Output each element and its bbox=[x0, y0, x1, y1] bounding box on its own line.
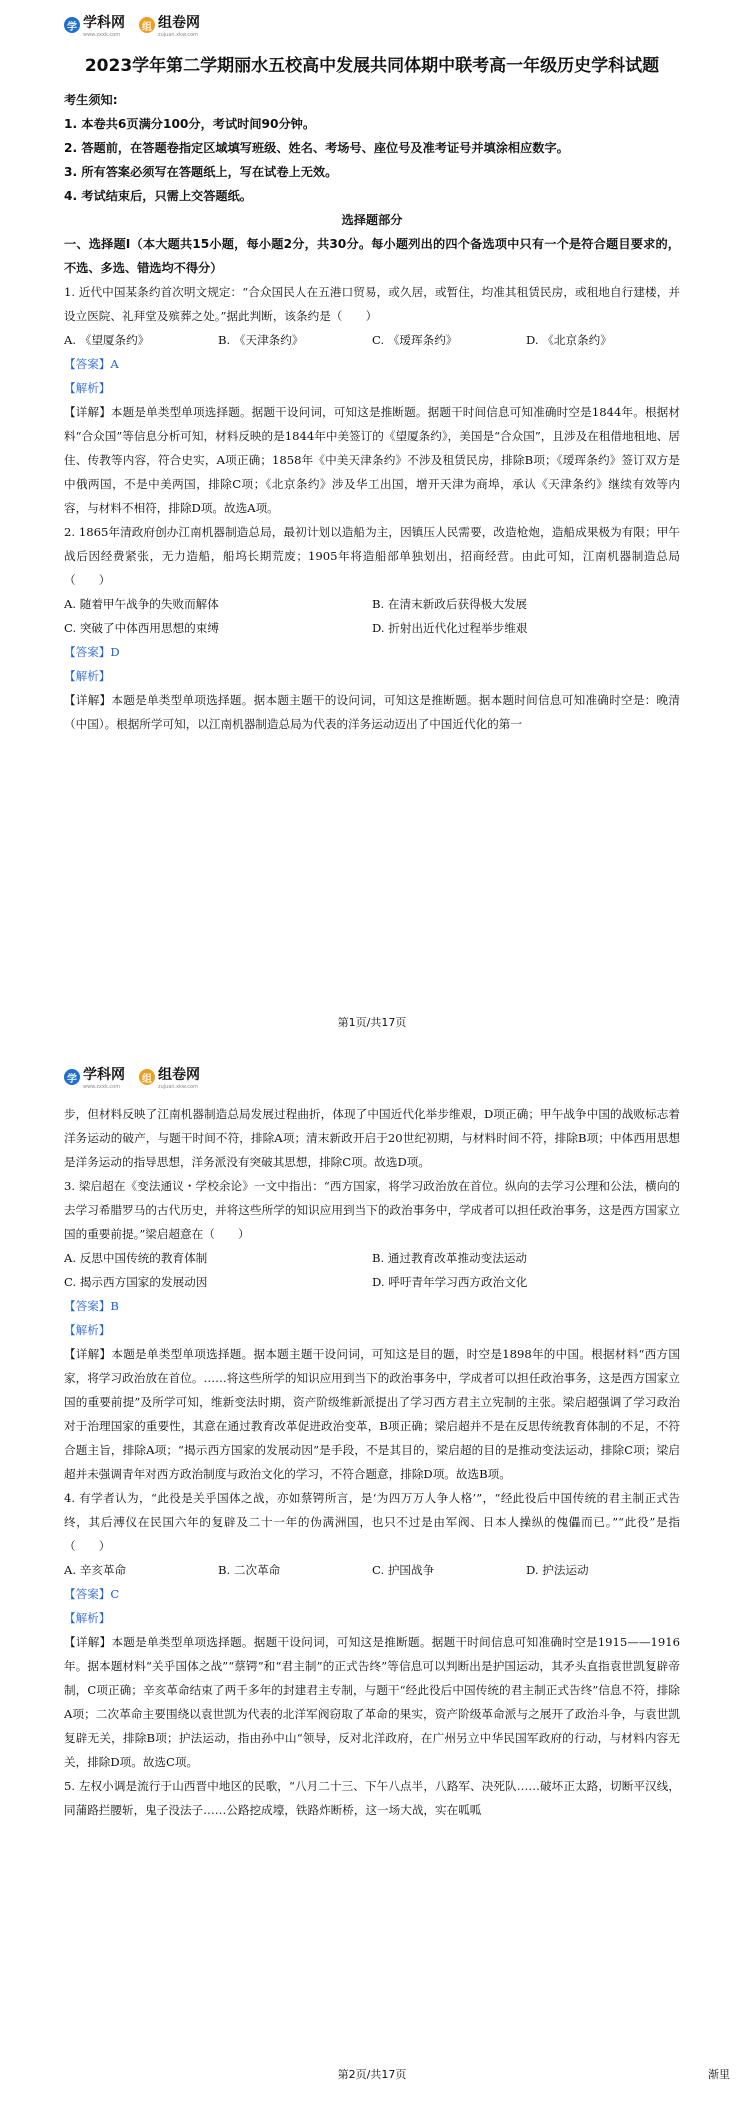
option: A. 随着甲午战争的失败而解体 bbox=[64, 597, 219, 611]
answer-label: 【答案】D bbox=[64, 645, 120, 659]
question-4-detail: 【详解】本题是单类型单项选择题。据题干设问词，可知这是推断题。据题干时间信息可知准确时空是1915——1916年。据本题材料“关乎国体之战”“蔡锷”和“君主制”的正式告终”等信息可以判断出是护国运动，其矛头直指袁世凯复辟帝制，C项正确；辛亥革命结束了两千多年的封建君主专制，与题干“经此役后中国传统的君主制正式告终”信息不符，排除A项；二次革命主要围绕以袁世凯为代表的北洋军阀窃取了革命的果实，资产阶级革命派与之展开了政治斗争，与袁世凯复辟无关，排除B项；护法运动，指由孙中山“领导，反对北洋政府，在广州另立中华民国军政府的行动，与材料内容无关，排除D项。故选C项。 bbox=[64, 1635, 680, 1769]
analysis-label: 【解析】 bbox=[64, 381, 111, 395]
question-3-options bbox=[64, 1246, 680, 1294]
zujuan-logo-icon: 组 bbox=[139, 1069, 155, 1085]
option: D. 折射出近代化过程举步维艰 bbox=[372, 621, 528, 635]
part1-heading: 一、选择题Ⅰ（本大题共15小题，每小题2分，共30分。每小题列出的四个备选项中只有一个是符合题目要求的，不选、多选、错选均不得分） bbox=[64, 237, 680, 275]
option: B. 在清末新政后获得极大发展 bbox=[372, 597, 528, 611]
page-2 bbox=[0, 1052, 744, 2104]
option: C. 揭示西方国家的发展动因 bbox=[64, 1275, 208, 1289]
corner-mark: 渐里 bbox=[708, 2068, 730, 2081]
notice-item: 4. 考试结束后，只需上交答题纸。 bbox=[64, 189, 252, 203]
zujuan-logo: 组 组卷网 zujuan.xkw.com bbox=[139, 12, 200, 38]
notice-item: 2. 答题前，在答题卷指定区域填写班级、姓名、考场号、座位号及准考证号并填涂相应数字。 bbox=[64, 141, 569, 155]
option: B. 通过教育改革推动变法运动 bbox=[372, 1251, 528, 1265]
question-1-detail: 【详解】本题是单类型单项选择题。据题干设问词，可知这是推断题。据题干时间信息可知准确时空是1844年。根据材料“合众国”等信息分析可知，材料反映的是1844年中美签订的《望厦条约》，美国是“合众国”，且涉及在租借地租地、居住、传教等内容，符合史实，A项正确；1858年《中美天津条约》不涉及租赁民房，排除B项；《瑷珲条约》签订双方是中俄两国，不是中美两国，排除C项；《北京条约》涉及华工出国，增开天津为商埠，承认《天津条约》继续有效等内容，与材料不相符，排除D项。故选A项。 bbox=[64, 405, 680, 515]
question-2-detail-continued: 步，但材料反映了江南机器制造总局发展过程曲折，体现了中国近代化举步维艰，D项正确；甲午战争中国的战败标志着洋务运动的破产，与题干时间不符，排除A项；清末新政开启于20世纪初期，与材料时间不符，排除B项；中体西用思想是洋务运动的指导思想，洋务派没有突破其思想，排除C项。故选D项。 bbox=[64, 1107, 680, 1169]
header-logos bbox=[64, 1064, 200, 1090]
answer-label: 【答案】B bbox=[64, 1299, 119, 1313]
page-footer: 第1页/共17页 bbox=[337, 1016, 407, 1029]
header-logos bbox=[64, 12, 200, 38]
question-3-detail: 【详解】本题是单类型单项选择题。据本题主题干设问词，可知这是目的题，时空是1898年的中国。根据材料“西方国家，将学习政治放在首位。……将这些所学的知识应用到当下的政治事务中，学成者可以担任政治事务，这是西方国家立国的重要前提”及所学可知，维新变法时期，资产阶级维新派提出了学习西方君主立宪制的主张。梁启超强调了学习政治对于治理国家的重要性，其意在通过教育改革促进政治变革，B项正确；梁启超并不是在反思传统教育体制的不足，不符合题主旨，排除A项；“揭示西方国家的发展动因”是手段，不是其目的，梁启超的目的是推动变法运动，排除C项；梁启超并未强调青年对西方政治制度与政治文化的学习，不符合题意，排除D项。故选B项。 bbox=[64, 1347, 680, 1481]
xueke-logo-icon: 学 bbox=[64, 1069, 80, 1085]
xueke-logo: 学 学科网 www.zxxk.com bbox=[64, 1064, 125, 1090]
option: C. 突破了中体西用思想的束缚 bbox=[64, 621, 219, 635]
option: A. 反思中国传统的教育体制 bbox=[64, 1251, 208, 1265]
zujuan-logo: 组 组卷网 zujuan.xkw.com bbox=[139, 1064, 200, 1090]
option: D. 护法运动 bbox=[526, 1563, 589, 1577]
question-4-options bbox=[64, 1558, 680, 1582]
question-4-stem: 4. 有学者认为，“此役是关乎国体之战，亦如蔡锷所言，是‘为四万万人争人格’”，“经此役后中国传统的君主制正式告终，其后溥仪在民国六年的复辟及二十一年的伪满洲国，也只不过是由军阀、日本人操纵的傀儡而已。”“此役”是指（ ） bbox=[64, 1491, 680, 1553]
section-title: 选择题部分 bbox=[341, 213, 403, 227]
notice-heading: 考生须知: bbox=[64, 93, 118, 107]
exam-title: 2023学年第二学期丽水五校高中发展共同体期中联考高一年级历史学科试题 bbox=[84, 56, 660, 76]
option: C. 《瑷珲条约》 bbox=[372, 333, 458, 347]
zujuan-logo-icon: 组 bbox=[139, 17, 155, 33]
analysis-label: 【解析】 bbox=[64, 1323, 111, 1337]
option: D. 呼吁青年学习西方政治文化 bbox=[372, 1275, 528, 1289]
option: A. 《望厦条约》 bbox=[64, 333, 150, 347]
xueke-logo-icon: 学 bbox=[64, 17, 80, 33]
notice-item: 3. 所有答案必须写在答题纸上，写在试卷上无效。 bbox=[64, 165, 338, 179]
xueke-logo: 学 学科网 www.zxxk.com bbox=[64, 12, 125, 38]
notice-item: 1. 本卷共6页满分100分，考试时间90分钟。 bbox=[64, 117, 316, 131]
option: A. 辛亥革命 bbox=[64, 1563, 127, 1577]
option: B. 《天津条约》 bbox=[218, 333, 304, 347]
question-3-stem: 3. 梁启超在《变法通议・学校余论》一文中指出：“西方国家，将学习政治放在首位。纵向的去学习公理和公法，横向的去学习希腊罗马的古代历史，并将这些所学的知识应用到当下的政治事务中，学成者可以担任政治事务，这是西方国家立国的重要前提。”梁启超意在（ ） bbox=[64, 1179, 680, 1241]
option: B. 二次革命 bbox=[218, 1563, 281, 1577]
question-2-stem: 2. 1865年清政府创办江南机器制造总局，最初计划以造船为主，因镇压人民需要，改造枪炮，造船成果极为有限；甲午战后因经费紧张，无力造船，船坞长期荒废；1905年将造船部单独划出，招商经营。由此可知，江南机器制造总局（ ） bbox=[64, 525, 680, 587]
question-1-stem: 1. 近代中国某条约首次明文规定：“合众国民人在五港口贸易，或久居，或暂住，均准其租赁民房，或租地自行建楼，并设立医院、礼拜堂及殡葬之处。”据此判断，该条约是（ ） bbox=[64, 285, 680, 323]
question-5-stem: 5. 左权小调是流行于山西晋中地区的民歌，“八月二十三、下午八点半，八路军、决死队……破坏正太路，切断平汉线，同蒲路拦腰斩，鬼子没法子……公路挖成壕，铁路炸断桥，这一场大战，实在呱呱 bbox=[64, 1779, 680, 1817]
analysis-label: 【解析】 bbox=[64, 669, 111, 683]
page-footer: 第2页/共17页 bbox=[337, 2068, 407, 2081]
question-2-options bbox=[64, 592, 680, 640]
answer-label: 【答案】A bbox=[64, 357, 119, 371]
option: D. 《北京条约》 bbox=[526, 333, 612, 347]
answer-label: 【答案】C bbox=[64, 1587, 120, 1601]
analysis-label: 【解析】 bbox=[64, 1611, 111, 1625]
option: C. 护国战争 bbox=[372, 1563, 435, 1577]
question-1-options bbox=[64, 328, 680, 352]
question-2-detail: 【详解】本题是单类型单项选择题。据本题主题干的设问词，可知这是推断题。据本题时间信息可知准确时空是：晚清（中国）。根据所学可知，以江南机器制造总局为代表的洋务运动迈出了中国近代化的第一 bbox=[64, 693, 680, 731]
